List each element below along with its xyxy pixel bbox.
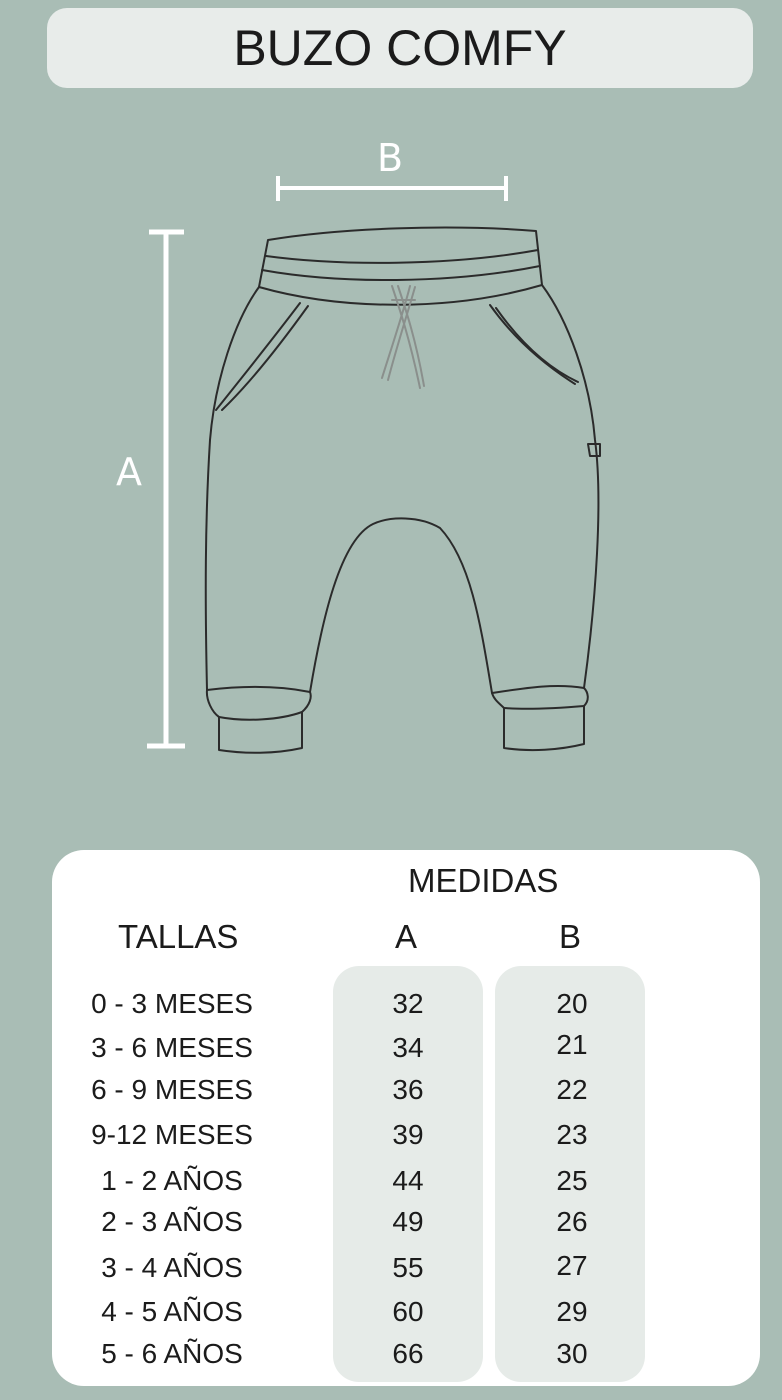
- row-value-a: 66: [392, 1338, 424, 1369]
- row-value-a: 39: [392, 1119, 424, 1150]
- row-size: 9-12 MESES: [91, 1119, 253, 1150]
- row-size: 4 - 5 AÑOS: [101, 1296, 243, 1327]
- row-value-a: 44: [392, 1165, 424, 1196]
- page-title: BUZO COMFY: [233, 20, 567, 76]
- row-value-b: 27: [556, 1250, 588, 1281]
- row-size: 5 - 6 AÑOS: [101, 1338, 243, 1369]
- row-size: 3 - 4 AÑOS: [101, 1252, 243, 1283]
- row-value-b: 22: [556, 1074, 588, 1105]
- row-value-b: 25: [556, 1165, 588, 1196]
- row-value-a: 36: [392, 1074, 424, 1105]
- row-value-a: 49: [392, 1206, 424, 1237]
- row-value-b: 21: [556, 1029, 588, 1060]
- row-value-b: 26: [556, 1206, 588, 1237]
- drawstring: [382, 286, 424, 388]
- row-value-a: 34: [392, 1032, 424, 1063]
- dimension-b-label: B: [377, 136, 404, 180]
- row-value-b: 29: [556, 1296, 588, 1327]
- row-size: 6 - 9 MESES: [91, 1074, 253, 1105]
- row-size: 2 - 3 AÑOS: [101, 1206, 243, 1237]
- row-value-a: 55: [392, 1252, 424, 1283]
- row-value-b: 30: [556, 1338, 588, 1369]
- row-size: 1 - 2 AÑOS: [101, 1165, 243, 1196]
- dimension-a-label: A: [116, 450, 142, 494]
- tallas-header: TALLAS: [118, 918, 239, 955]
- pants-outline: [206, 228, 600, 753]
- row-size: 0 - 3 MESES: [91, 988, 253, 1019]
- row-value-b: 20: [556, 988, 588, 1019]
- row-value-a: 60: [392, 1296, 424, 1327]
- dimension-a-line: [147, 232, 185, 746]
- medidas-header: MEDIDAS: [408, 862, 559, 899]
- row-size: 3 - 6 MESES: [91, 1032, 253, 1063]
- column-b-header: B: [559, 918, 582, 955]
- size-table: [52, 850, 760, 1386]
- column-a-header: A: [395, 918, 418, 955]
- row-value-b: 23: [556, 1119, 588, 1150]
- row-value-a: 32: [392, 988, 424, 1019]
